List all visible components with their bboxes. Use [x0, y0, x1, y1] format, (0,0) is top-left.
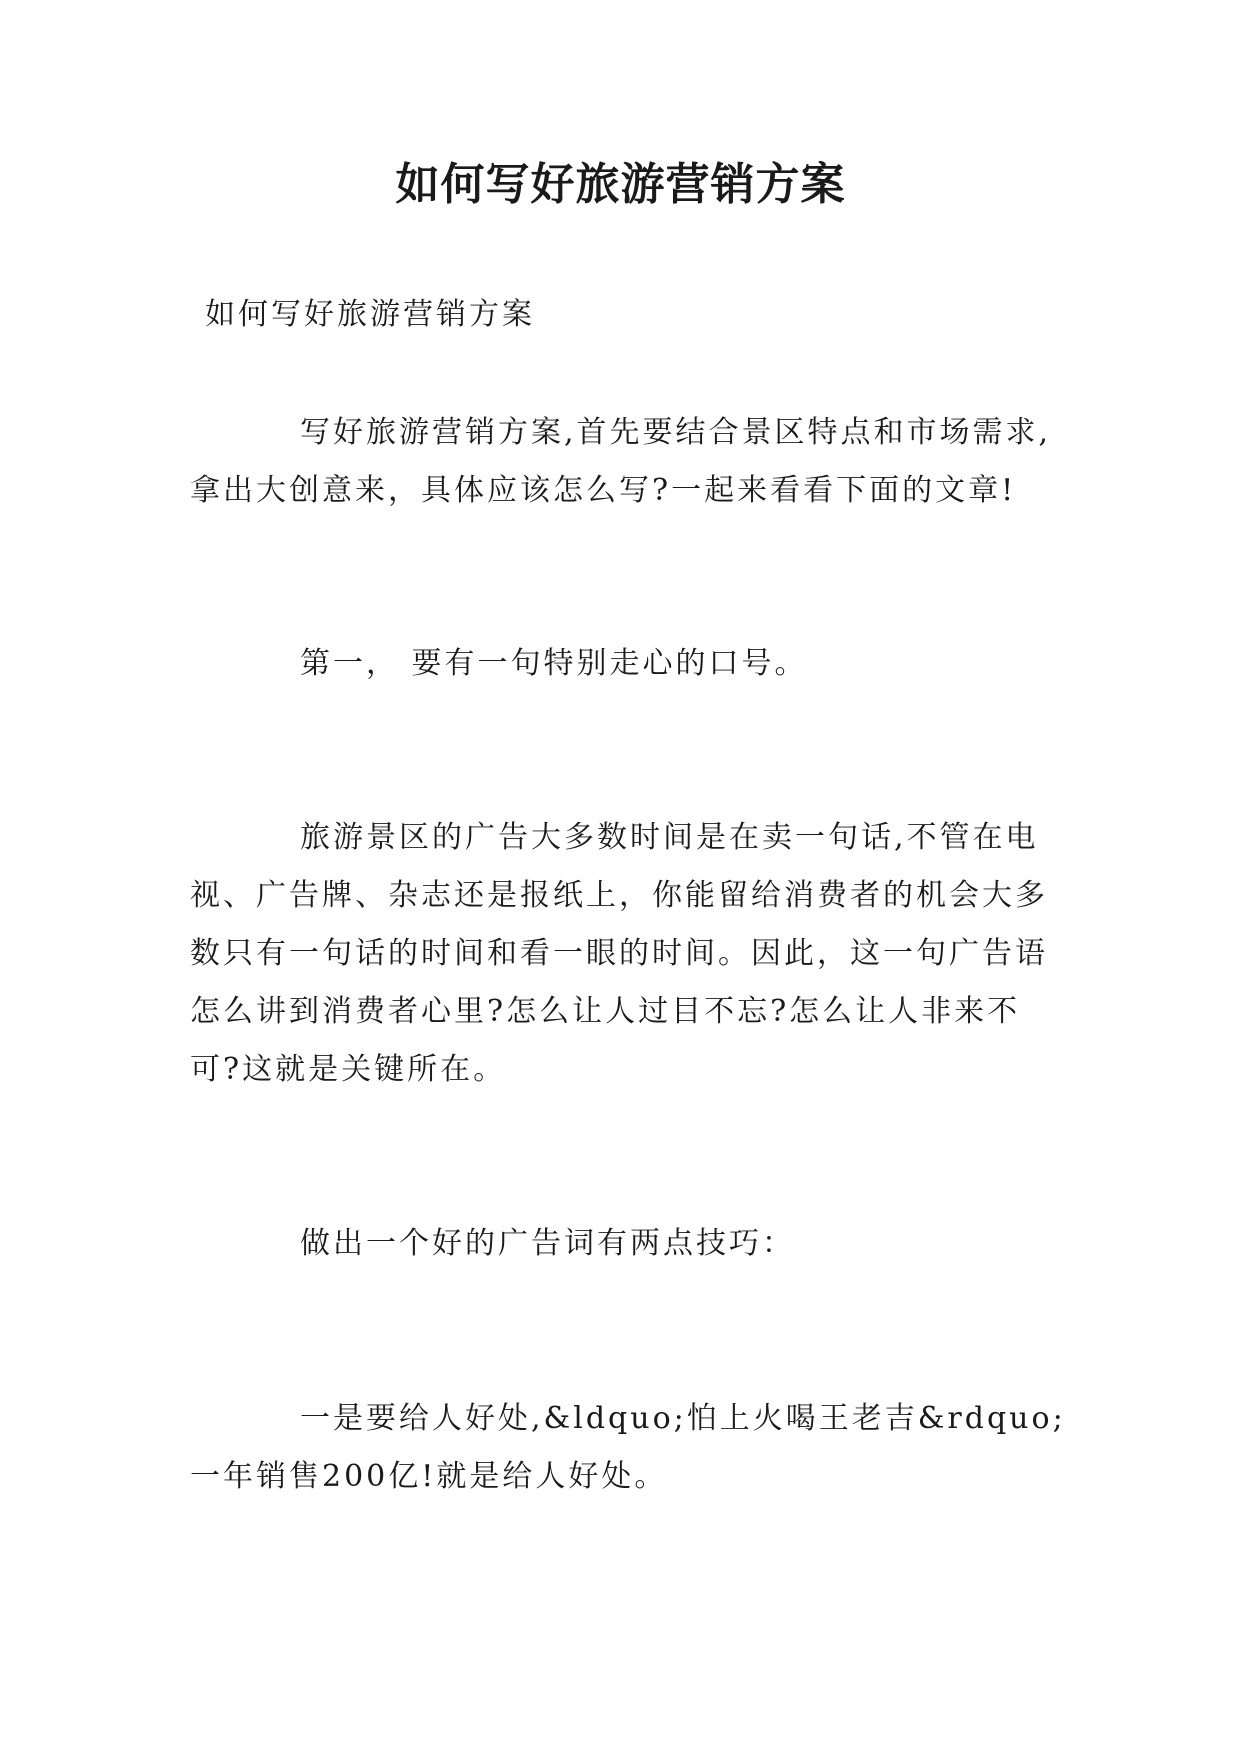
paragraph-point-one: 第一， 要有一句特别走心的口号。 [300, 646, 808, 681]
document-subtitle: 如何写好旅游营销方案 [205, 297, 535, 332]
document-title: 如何写好旅游营销方案 [395, 159, 846, 210]
paragraph-ad-slogan: 旅游景区的广告大多数时间是在卖一句话,不管在电视、广告牌、杂志还是报纸上，你能留给消费者的机会大多数只有一句话的时间和看一眼的时间。因此，这一句广告语怎么讲到消费者心里?怎么让人过目不忘?怎么让人非来不可?这就是关键所在。 [190, 820, 1048, 1087]
paragraph-intro: 写好旅游营销方案,首先要结合景区特点和市场需求,拿出大创意来，具体应该怎么写?一起来看看下面的文章! [190, 415, 1052, 508]
paragraph-tips-heading: 做出一个好的广告词有两点技巧： [300, 1226, 795, 1261]
paragraph-tip-one: 一是要给人好处,&ldquo;怕上火喝王老吉&rdquo;一年销售200亿!就是给人好处。 [190, 1401, 1066, 1494]
